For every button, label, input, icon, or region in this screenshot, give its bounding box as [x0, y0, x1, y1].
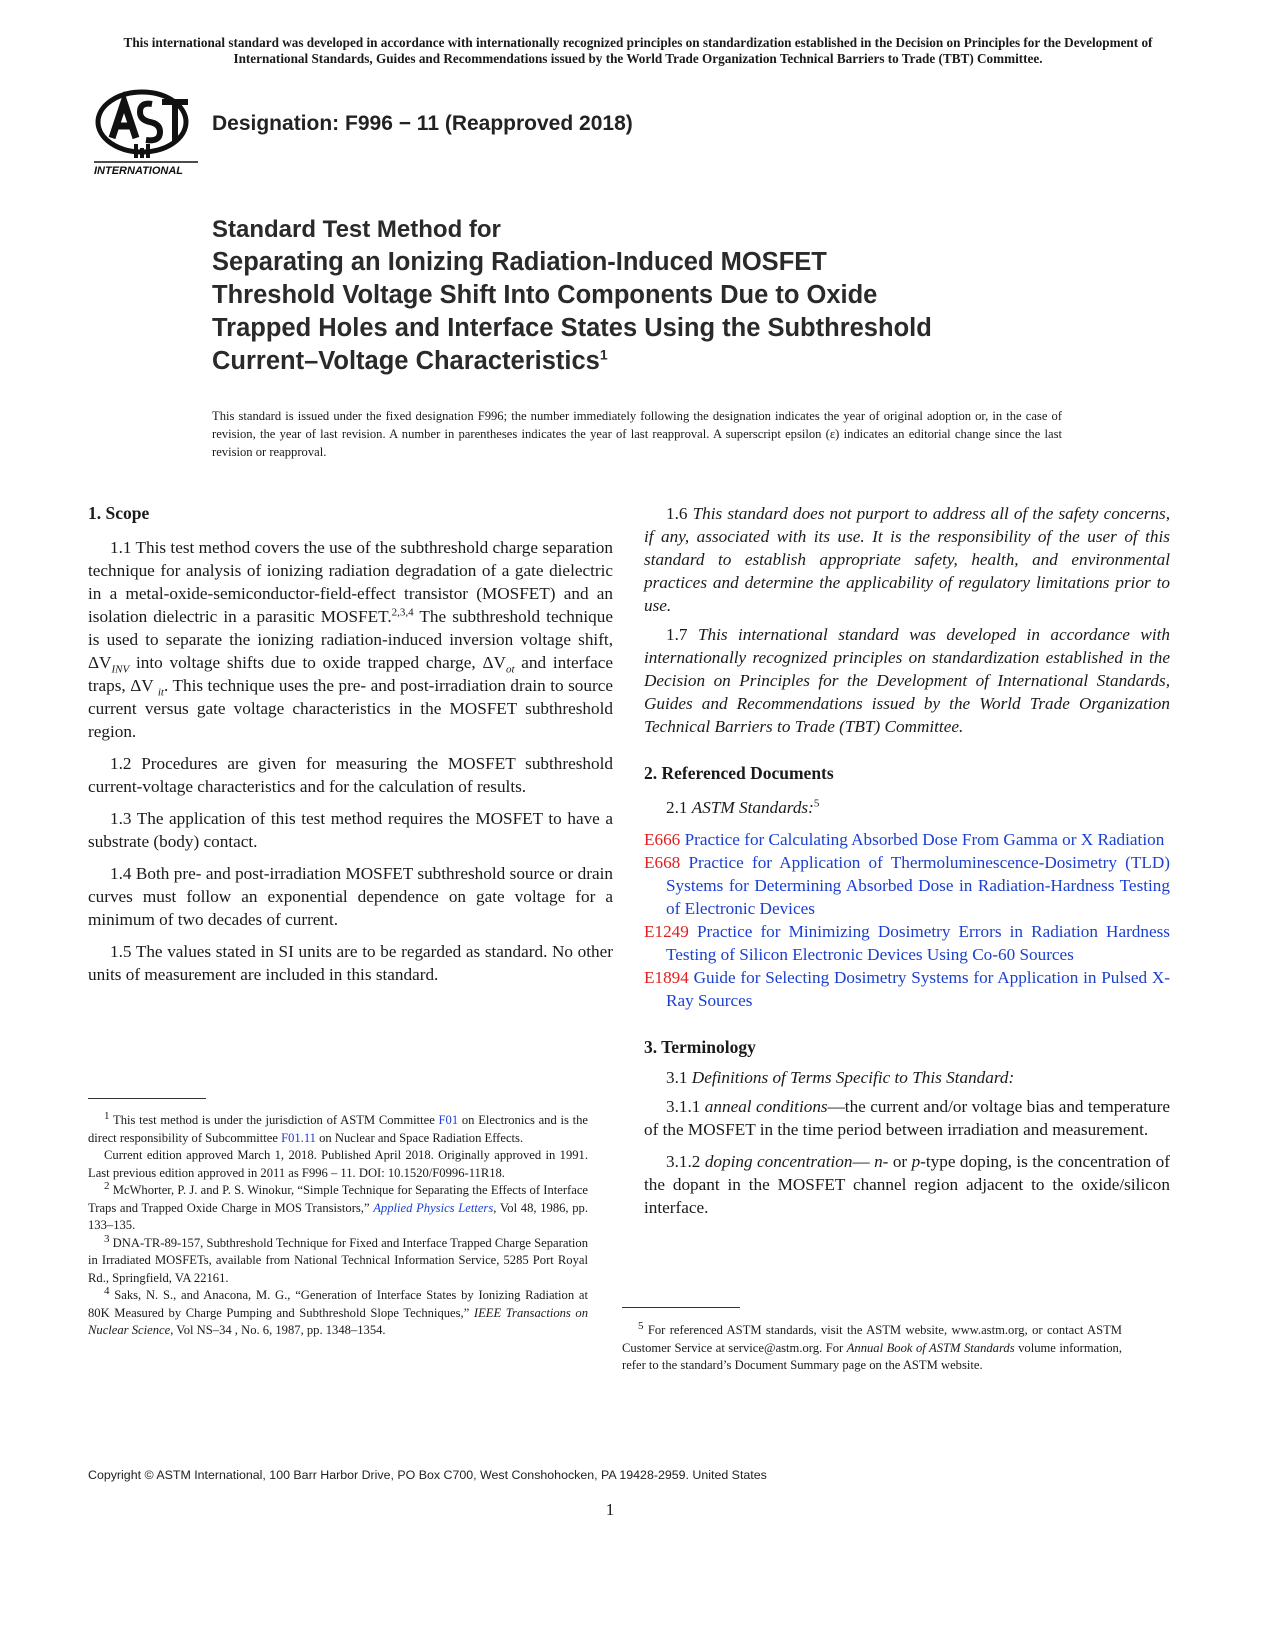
- title-pre: Standard Test Method for: [212, 216, 501, 243]
- para-3-1-1: 3.1.1 anneal conditions—the current and/or voltage bias and temperature of the MOSFET in the time period between irradiation and measurement.: [644, 1097, 1171, 1139]
- link-f01[interactable]: F01: [438, 1113, 459, 1127]
- footnote-rule-left: [88, 1098, 206, 1099]
- logo-text: INTERNATIONAL: [94, 165, 184, 176]
- title-line-2: Threshold Voltage Shift Into Components Due to Oxide: [212, 281, 878, 309]
- astm-logo: [92, 88, 200, 176]
- link-f01-11[interactable]: F01.11: [281, 1130, 316, 1145]
- terminology-heading: 3. Terminology: [644, 1037, 756, 1057]
- page-number: 1: [605, 1500, 615, 1519]
- para-1-5: 1.5 The values stated in SI units are to be regarded as standard. No other units of measurement are included in this standard.: [88, 942, 613, 984]
- para-1-1: 1.1 This test method covers the use of the subthreshold charge separation technique for analysis of ionizing radiation degradation of a gate dielectric in a metal-oxide-semiconductor-field-effect transistor (MOSFET) and an isolation dielectric in a parasitic MOSFET.$^{2,3,4}$ The subthreshold technique is used to separate the ionizing radiation-induced inversion voltage shift, $\Delta V_{INV}$ into voltage shifts due to oxide trapped charge, $\Delta V_{ot}$ and interface traps, ΔV $_{it}$. This technique uses the pre- and post-irradiation drain to source current versus gate voltage characteristics in the MOSFET subthreshold region.: [88, 538, 613, 741]
- link-applied-physics-letters[interactable]: Applied Physics Letters: [373, 1200, 494, 1215]
- footnote-4: $^4$ Saks, N. S., and Anacona, M. G., “Generation of Interface States by Ionizing Radiation at 80K Measured by Charge Pumping and Subthreshold Slope Techniques,” IEEE Transactions on Nuclear Science, Vol NS–34 , No. 6, 1987, pp. 1348–1354.: [88, 1284, 588, 1337]
- ref-e666[interactable]: E666 Practice for Calculating Absorbed Dose From Gamma or X Radiation: [644, 830, 1165, 849]
- title-line-1: Separating an Ionizing Radiation-Induced MOSFET: [212, 248, 827, 276]
- title-line-4: Current–Voltage Characteristics$^1$: [212, 346, 608, 375]
- footnotes-left: [88, 1109, 588, 1340]
- copyright: Copyright © ASTM International, 100 Barr Harbor Drive, PO Box C700, West Conshohocken, PA 19428-2959. United States: [88, 1468, 767, 1482]
- issued-statement: This standard is issued under the fixed designation F996; the number immediately following the designation indicates the year of original adoption or, in the case of revision, the year of last revision. A number in parentheses indicates the year of last reapproval. A superscript epsilon (ε) indicates an editorial change since the last revision or reapproval.: [212, 409, 1062, 459]
- para-3-1-2: 3.1.2 doping concentration— n- or p-type doping, is the concentration of the dopant in the MOSFET channel region adjacent to the oxide/silicon interface.: [644, 1152, 1170, 1217]
- para-3-1: 3.1 Definitions of Terms Specific to This Standard:: [666, 1068, 1015, 1087]
- title-line-3: Trapped Holes and Interface States Using the Subthreshold: [212, 314, 932, 342]
- right-column: [644, 502, 1170, 1228]
- ref-e1894[interactable]: E1894 Guide for Selecting Dosimetry Systems for Application in Pulsed X-Ray Sources: [644, 968, 1170, 1010]
- footnote-rule-right: [622, 1307, 740, 1308]
- footnote-ref-2-3-4[interactable]: 2,3,4: [391, 606, 414, 619]
- footnote-2: $^2$ McWhorter, P. J. and P. S. Winokur, “Simple Technique for Separating the Effects of Interface Traps and Trapped Oxide Charge in MOS Transistors,” Applied Physics Letters, Vol 48, 1986, pp. 133–135.: [88, 1179, 588, 1232]
- para-1-4: 1.4 Both pre- and post-irradiation MOSFET subthreshold source or drain curves must follow an exponential dependence on gate voltage for a minimum of two decades of current.: [88, 864, 613, 929]
- footnote-right: [622, 1319, 1122, 1375]
- footnote-1: $^1$ This test method is under the jurisdiction of ASTM Committee F01 on Electronics and is the direct responsibility of Subcommittee F01.11 on Nuclear and Space Radiation Effects.: [88, 1109, 588, 1145]
- astm-standards-subheading: 2.1 ASTM Standards:$^5$: [666, 797, 820, 817]
- left-column: [88, 502, 613, 995]
- para-1-3: 1.3 The application of this test method requires the MOSFET to have a substrate (body) contact.: [88, 809, 613, 851]
- referenced-documents-heading: 2. Referenced Documents: [644, 763, 834, 783]
- title-footnote-ref[interactable]: 1: [599, 346, 608, 363]
- footnote-5: $^5$ For referenced ASTM standards, visit the ASTM website, www.astm.org, or contact ASTM Customer Service at service@astm.org. For Annual Book of ASTM Standards volume information, refer to the standard’s Document Summary page on the ASTM website.: [622, 1319, 1122, 1372]
- international-standard-notice: This international standard was developed in accordance with internationally recognized principles on standardization established in the Decision on Principles for the Development of International Standards, Guides and Recommendations issued by the World Trade Organization Technical Barriers to Trade (TBT) Committee.: [123, 35, 1153, 66]
- footnote-ref-5[interactable]: 5: [813, 797, 820, 810]
- designation: Designation: F996 − 11 (Reapproved 2018): [212, 112, 633, 135]
- para-1-7: 1.7 This international standard was developed in accordance with internationally recognized principles on standardization established in the Decision on Principles for the Development of International Standards, Guides and Recommendations issued by the World Trade Organization Technical Barriers to Trade (TBT) Committee.: [644, 625, 1170, 736]
- scope-heading: 1. Scope: [88, 503, 150, 523]
- footnote-3: $^3$ DNA-TR-89-157, Subthreshold Technique for Fixed and Interface Trapped Charge Separation in Irradiated MOSFETs, available from National Technical Information Service, 5285 Port Royal Rd., Springfield, VA 22161.: [88, 1232, 588, 1285]
- para-1-6: 1.6 This standard does not purport to address all of the safety concerns, if any, associated with its use. It is the responsibility of the user of this standard to establish appropriate safety, health, and environmental practices and determine the applicability of regulatory limitations prior to use.: [644, 504, 1170, 615]
- ref-e1249[interactable]: E1249 Practice for Minimizing Dosimetry Errors in Radiation Hardness Testing of Silicon Electronic Devices Using Co-60 Sources: [644, 922, 1170, 964]
- footnote-1-edition: Current edition approved March 1, 2018. Published April 2018. Originally approved in 1991. Last previous edition approved in 2011 as F996 – 11. DOI: 10.1520/F0996-11R18.: [88, 1148, 588, 1180]
- para-1-2: 1.2 Procedures are given for measuring the MOSFET subthreshold current-voltage characteristics and for the calculation of results.: [88, 754, 613, 796]
- ref-e668[interactable]: E668 Practice for Application of Thermoluminescence-Dosimetry (TLD) Systems for Determining Absorbed Dose in Radiation-Hardness Testing of Electronic Devices: [644, 853, 1170, 918]
- title-block: [212, 214, 1092, 378]
